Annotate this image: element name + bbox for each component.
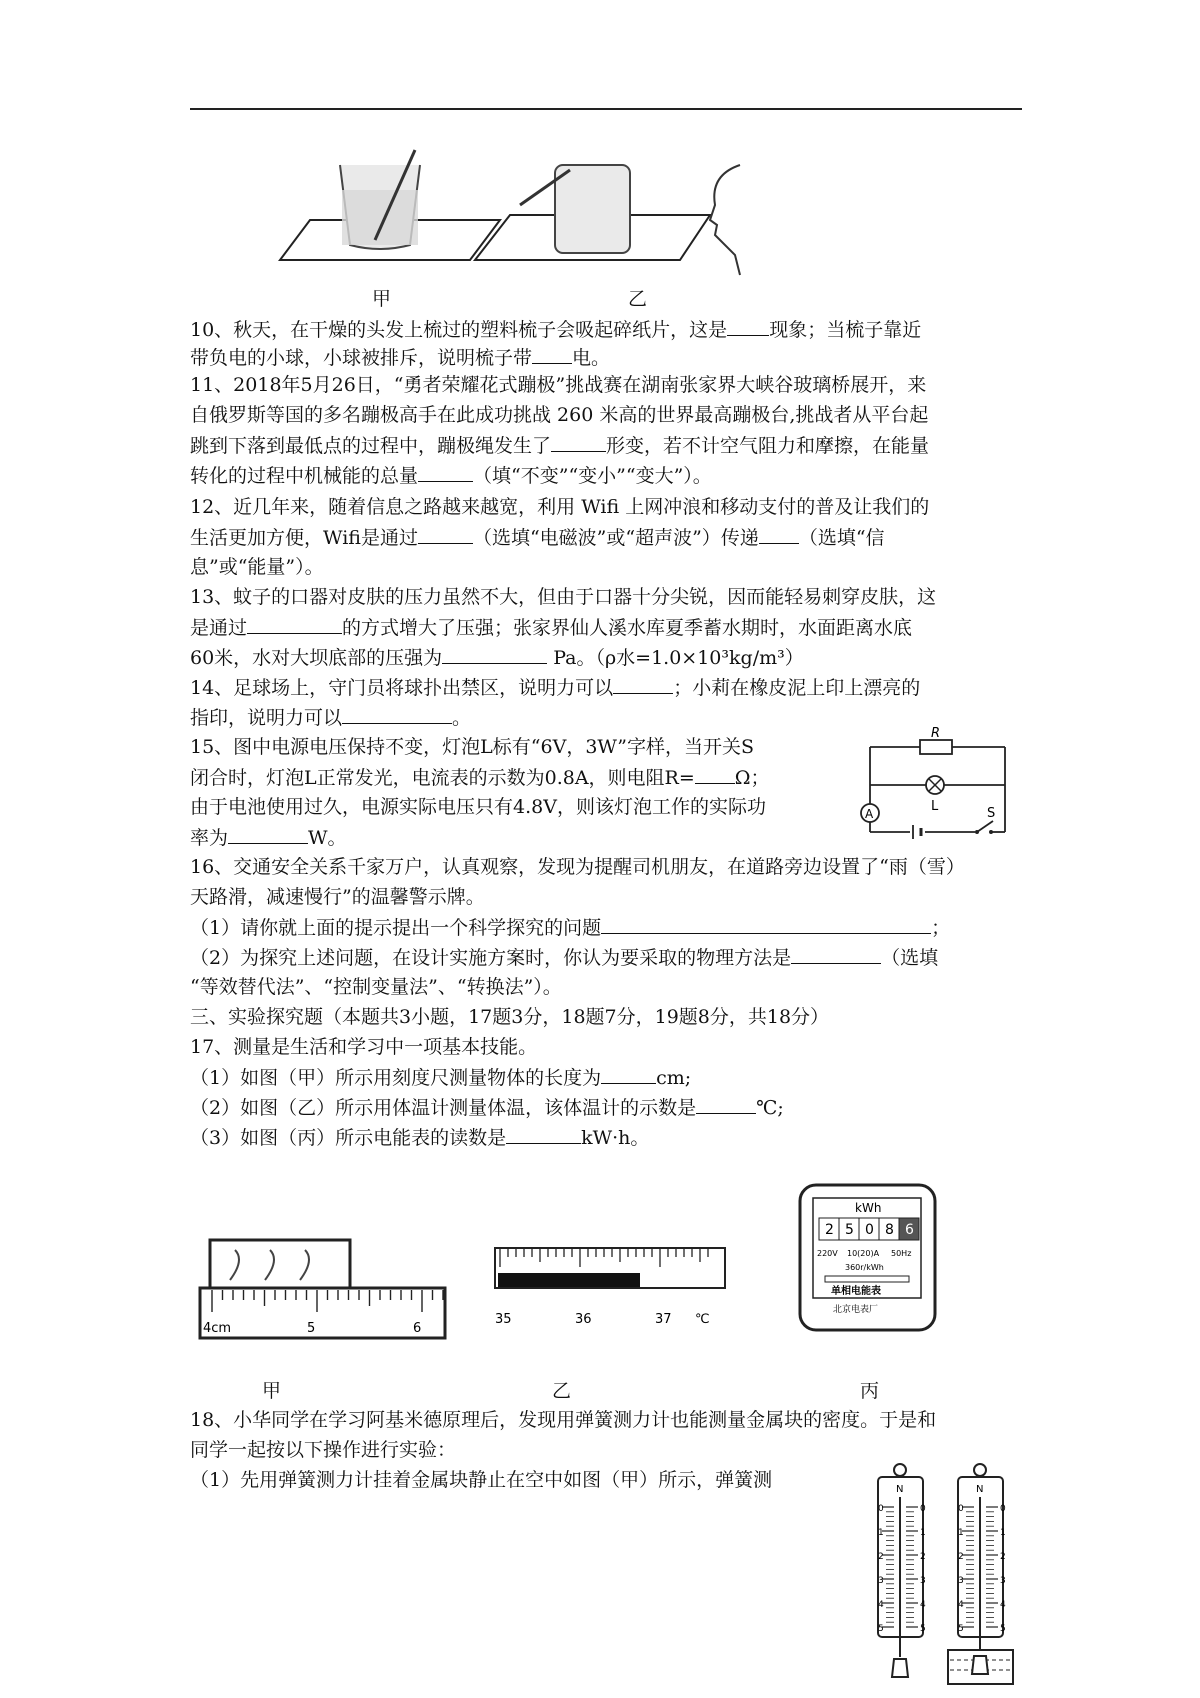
q11-line1: 11、2018年5月26日，“勇者荣耀花式蹦极”挑战赛在湖南张家界大峡谷玻璃桥展开，来 <box>190 374 927 396</box>
thermometer-figure <box>490 1243 735 1338</box>
scale-b-label: 5 <box>958 1624 964 1634</box>
meter-name: 单相电能表 <box>831 1286 881 1297</box>
scale-a-label: 3 <box>920 1576 926 1586</box>
ruler-tick-6: 6 <box>413 1321 422 1336</box>
q15-line4: 率为 W。 <box>190 823 347 852</box>
scale-a-label: 0 <box>920 1504 926 1514</box>
q16-line5: “等效替代法”、“控制变量法”、“转换法”）。 <box>190 976 562 998</box>
q14-blank2[interactable] <box>342 703 452 724</box>
q11-line3: 跳到下落到最低点的过程中，蹦极绳发生了 形变，若不计空气阻力和摩擦，在能量 <box>190 431 929 460</box>
q17-blank2[interactable] <box>696 1093 756 1114</box>
section3-heading: 三、实验探究题（本题共3小题，17题3分，18题7分，19题8分，共18分） <box>190 1006 830 1028</box>
q15-line2: 闭合时，灯泡L正常发光，电流表的示数为0.8A，则电阻R= Ω； <box>190 763 770 792</box>
q13-blank2[interactable] <box>442 643 547 664</box>
q16-line2: 天路滑，减速慢行”的温馨警示牌。 <box>190 886 485 908</box>
scale-b-label: 5 <box>1000 1624 1006 1634</box>
q17-line1: 17、测量是生活和学习中一项基本技能。 <box>190 1036 538 1058</box>
scale-b-label: 3 <box>958 1576 964 1586</box>
q17-blank1[interactable] <box>601 1063 656 1084</box>
thermo-tick-35: 35 <box>495 1312 512 1327</box>
header-rule <box>190 108 1022 110</box>
meter-maker: 北京电表厂 <box>833 1305 879 1315</box>
scale-a-label: 5 <box>920 1624 926 1634</box>
scale-a-label: 2 <box>920 1552 926 1562</box>
q15-line1: 15、图中电源电压保持不变，灯泡L标有“6V，3W”字样，当开关S <box>190 736 755 758</box>
q16-line1: 16、交通安全关系千家万户，认真观察，发现为提醒司机朋友，在道路旁边设置了“雨（雪） <box>190 856 965 878</box>
q15-line3: 由于电池使用过久，电源实际电压只有4.8V，则该灯泡工作的实际功 <box>190 796 766 818</box>
ruler-tick-4cm: 4cm <box>203 1321 232 1336</box>
q17-line4: （3）如图（丙）所示电能表的读数是 kW·h。 <box>190 1123 649 1152</box>
q13-line2: 是通过 的方式增大了压强；张家界仙人溪水库夏季蓄水期时，水面距离水底 <box>190 613 912 642</box>
q14-line1: 14、足球场上，守门员将球扑出禁区，说明力可以 ；小莉在橡皮泥上印上漂亮的 <box>190 673 920 702</box>
scale-a-label: 3 <box>878 1576 884 1586</box>
thermo-unit: ℃ <box>695 1312 710 1327</box>
meter-spec-current: 10(20)A <box>847 1249 880 1258</box>
scale-a-label: 4 <box>920 1600 926 1610</box>
top-caption-right: 乙 <box>628 288 648 310</box>
q10-blank1[interactable] <box>727 315 769 336</box>
q15-blank2[interactable] <box>228 823 308 844</box>
q16-line4: （2）为探究上述问题，在设计实施方案时，你认为要采取的物理方法是 （选填 <box>190 943 938 972</box>
q13-line3: 60米，水对大坝底部的压强为 Pa。（ρ水=1.0×10³kg/m³） <box>190 643 804 672</box>
q18-line1: 18、小华同学在学习阿基米德原理后，发现用弹簧测力计也能测量金属块的密度。于是和 <box>190 1409 937 1431</box>
ruler-tick-5: 5 <box>307 1321 316 1336</box>
q16-blank1[interactable] <box>601 913 931 934</box>
scale-b-label: 2 <box>1000 1552 1006 1562</box>
switch-label: S <box>987 806 996 821</box>
scale-a-label: 5 <box>878 1624 884 1634</box>
q18-line3: （1）先用弹簧测力计挂着金属块静止在空中如图（甲）所示，弹簧测 <box>190 1469 773 1491</box>
q13-line1: 13、蚊子的口器对皮肤的压力虽然不大，但由于口器十分尖锐，因而能轻易刺穿皮肤，这 <box>190 586 937 608</box>
q10-line1: 10、秋天，在干燥的头发上梳过的塑料梳子会吸起碎纸片，这是 现象；当梳子靠近 <box>190 315 921 344</box>
mercury-column <box>498 1273 640 1287</box>
scale-unit-b: N <box>976 1484 984 1495</box>
scale-a-label: 0 <box>878 1504 884 1514</box>
meter-digit-1: 2 <box>825 1222 834 1238</box>
q11-line4: 转化的过程中机械能的总量 （填“不变”“变小”“变大”）。 <box>190 461 712 490</box>
q10-line2: 带负电的小球，小球被排斥，说明梳子带 电。 <box>190 343 610 372</box>
q18-line2: 同学一起按以下操作进行实验： <box>190 1439 457 1461</box>
ammeter-label: A <box>865 807 874 821</box>
q17-caption-b: 乙 <box>552 1380 572 1402</box>
scale-b-label: 0 <box>958 1504 964 1514</box>
spring-scale-in-air <box>878 1464 926 1677</box>
q11-blank2[interactable] <box>418 461 473 482</box>
q17-caption-a: 甲 <box>262 1380 282 1402</box>
scale-b-label: 1 <box>1000 1528 1006 1538</box>
q14-blank1[interactable] <box>613 673 673 694</box>
spring-scales-figure <box>868 1462 1018 1687</box>
scale-b-label: 4 <box>958 1600 964 1610</box>
meter-digit-4: 8 <box>885 1222 894 1238</box>
q12-line1: 12、近几年来，随着信息之路越来越宽，利用 Wifi 上网冲浪和移动支付的普及让我们的 <box>190 496 930 518</box>
meter-unit: kWh <box>855 1201 882 1215</box>
q16-blank2[interactable] <box>791 943 881 964</box>
meter-digit-2: 5 <box>845 1222 854 1238</box>
q11-blank1[interactable] <box>551 431 606 452</box>
q13-blank1[interactable] <box>247 613 342 634</box>
meter-digits <box>819 1218 919 1240</box>
q12-line2: 生活更加方便，Wifi是通过 （选填“电磁波”或“超声波”）传递 （选填“信 <box>190 523 885 552</box>
top-figure <box>270 145 770 280</box>
q17-blank3[interactable] <box>506 1123 581 1144</box>
q10-blank2[interactable] <box>532 343 572 364</box>
scale-b-label: 3 <box>1000 1576 1006 1586</box>
q12-blank1[interactable] <box>418 523 473 544</box>
scale-a-label: 1 <box>920 1528 926 1538</box>
thermo-tick-36: 36 <box>575 1312 592 1327</box>
q12-blank2[interactable] <box>759 523 799 544</box>
scale-b-label: 2 <box>958 1552 964 1562</box>
q15-blank1[interactable] <box>695 763 735 784</box>
scale-a-label: 1 <box>878 1528 884 1538</box>
meter-spec-rev: 360r/kWh <box>845 1263 884 1272</box>
scale-b-label: 1 <box>958 1528 964 1538</box>
scale-a-label: 4 <box>878 1600 884 1610</box>
resistor-R <box>920 740 952 754</box>
scale-a-label: 2 <box>878 1552 884 1562</box>
ruler <box>200 1288 445 1338</box>
measured-object <box>210 1240 350 1288</box>
scale-b-label: 4 <box>1000 1600 1006 1610</box>
q14-line2: 指印，说明力可以 。 <box>190 703 471 732</box>
meter-spec-voltage: 220V <box>817 1249 838 1258</box>
q17-caption-c: 丙 <box>860 1380 880 1402</box>
q12-line3: 息”或“能量”）。 <box>190 556 324 578</box>
top-caption-left: 甲 <box>372 288 392 310</box>
lamp-label: L <box>931 799 939 814</box>
q17-line2: （1）如图（甲）所示用刻度尺测量物体的长度为 cm; <box>190 1063 691 1092</box>
scale-unit-a: N <box>896 1484 904 1495</box>
circuit-diagram <box>855 726 1020 845</box>
jar-with-pencil-and-observer <box>475 165 740 275</box>
meter-spec-frequency: 50Hz <box>891 1249 912 1258</box>
q11-line2: 自俄罗斯等国的多名蹦极高手在此成功挑战 260 米高的世界最高蹦极台,挑战者从平台起 <box>190 404 929 426</box>
scale-b-label: 0 <box>1000 1504 1006 1514</box>
glass-with-straw <box>280 150 500 260</box>
resistor-label: R <box>931 726 941 741</box>
q17-line3: （2）如图（乙）所示用体温计测量体温，该体温计的示数是 ℃; <box>190 1093 784 1122</box>
meter-digit-3: 0 <box>865 1222 874 1238</box>
spring-scale-in-water <box>948 1464 1013 1684</box>
thermo-tick-37: 37 <box>655 1312 672 1327</box>
energy-meter-figure <box>795 1180 940 1335</box>
ruler-figure <box>195 1230 450 1342</box>
q16-line3: （1）请你就上面的提示提出一个科学探究的问题 ； <box>190 913 950 942</box>
meter-digit-5: 6 <box>905 1222 914 1238</box>
